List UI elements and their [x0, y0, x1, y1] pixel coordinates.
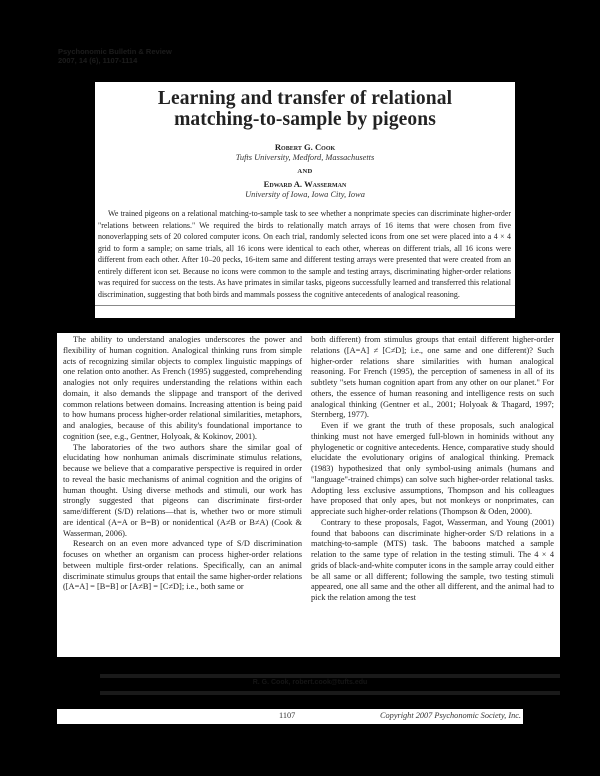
- page-footer: [57, 709, 523, 724]
- title-line-1: Learning and transfer of relational: [157, 88, 453, 109]
- journal-header: [58, 47, 172, 65]
- author-affiliation: University of Iowa, Iowa City, Iowa: [245, 190, 365, 199]
- footnote-correspondence: R. G. Cook, robert.cook@tufts.edu: [252, 679, 368, 686]
- page-number: 1107: [279, 711, 296, 720]
- paragraph: both different) from stimulus groups that entail different higher-order relations ([A=A] ≠ [C≠D]; i.e., one same and one different)? Such higher-order relations share similarities with human analogical reasoning. For French (1995), the perception of sameness in all of its subtlety "sets human cognition apart from any other on our planet." For others, the essence of human reasoning and intelligence rests on such analogical thinking (Gentner et al., 2001; Holyoak & Thagard, 1997; Sternberg, 1977).: [311, 335, 554, 420]
- copyright-notice: Copyright 2007 Psychonomic Society, Inc.: [379, 711, 521, 720]
- abstract-divider: [95, 305, 515, 306]
- author-conjunction: AND: [297, 168, 313, 175]
- author-name: Edward A. Wasserman: [263, 179, 347, 189]
- body-column-left: [57, 333, 306, 657]
- body-column-right: [306, 333, 560, 657]
- title-abstract-box: [95, 82, 515, 318]
- paragraph: Even if we grant the truth of these proposals, such analogical thinking must not have emerged full-blown in hominids without any phylogenetic or cognitive antecedents. Hence, comparative study should elucidate the evolutionary origins of analogical thinking. Premack (1983) hypothesized that only symbol-using animals (humans and "language"-trained chimps) can solve such higher-order relational tasks. Adopting less exclusive assumptions, Thompson and his colleagues have proposed that only apes, but not monkeys or nonprimates, can appreciate such higher-order relations (Thompson & Oden, 2000).: [311, 421, 554, 516]
- paragraph: The laboratories of the two authors share the similar goal of elucidating how nonhuman animals discriminate stimulus relations, because we believe that a comparative perspective is required in order to reveal the basic mechanisms of animal cognition and the origins of human thought. Using diverse methods and stimuli, our work has strongly suggested that pigeons can discriminate first-order same/different (S/D) relations—that is, whether two or more stimuli are identical (A=A or B=B) or nonidentical (A≠B or B≠A) (Cook & Wasserman, 2006).: [63, 442, 302, 538]
- author-name: Robert G. Cook: [274, 142, 336, 152]
- title-line-2: matching-to-sample by pigeons: [174, 109, 436, 130]
- journal-citation: 2007, 14 (6), 1107-1114: [58, 56, 138, 65]
- paragraph: Contrary to these proposals, Fagot, Wasserman, and Young (2001) found that baboons can discriminate higher-order S/D relations in a matching-to-sample (MTS) task. The baboons matched a sample relation to the same type of relation in the testing stimuli. The 4 × 4 grids of black-and-white computer icons in the sample array could either be all same or all different; following the sample, two testing stimuli appeared, one all same and the other all different, and the animal had to pick the relation among the test: [311, 517, 554, 602]
- article-title: [95, 88, 515, 130]
- footnote-rule-bottom: [100, 691, 560, 695]
- author-affiliation: Tufts University, Medford, Massachusetts: [235, 153, 375, 162]
- abstract: We trained pigeons on a relational matching-to-sample task to see whether a nonprimate species can discriminate higher-order "relations between relations." We required the birds to relationally match arrays of 16 items that were chosen from five nonoverlapping sets of 20 colored computer icons. On each trial, randomly selected icons from one set were placed into a 4 × 4 grid to form a sample; on same trials, all 16 icons were identical to each other, whereas on different trials, all 16 icons were different from each other. After 10–20 pecks, 16-item same and different testing arrays were presented that were created from an entirely different icon set. Because no icons were common to the sample and testing arrays, discriminating higher-order relations was required for success on the tests. As have primates in similar tasks, pigeons successfully learned and transferred this relational discrimination, suggesting that both birds and mammals possess the cognitive antecedents of analogical reasoning.: [98, 209, 511, 299]
- journal-name: Psychonomic Bulletin & Review: [58, 47, 172, 56]
- footnote-rule-top: [100, 674, 560, 678]
- paragraph: Research on an even more advanced type of S/D discrimination focuses on whether an organism can process higher-order relations between multiple first-order relations. Specifically, can an animal discriminate stimulus groups that entail the same higher-order relations ([A=A] = [B=B] or [A≠B] = [C≠D]; i.e., both same or: [63, 539, 302, 592]
- paragraph: The ability to understand analogies underscores the power and flexibility of human cognition. Analogical thinking runs from simple acts of recognizing similar objects to complex linguistic mappings of one relation onto another. As French (1995) suggested, comprehending analogies not only requires understanding the relations within each domain, it also demands the slippage and transport of the derived common relations between domains. Increasing attention is being paid to how humans process higher-order relational similarities, metaphors, and analogies, because of this ability's foundational importance to cognition (see, e.g., Gentner, Holyoak, & Kokinov, 2001).: [63, 335, 302, 441]
